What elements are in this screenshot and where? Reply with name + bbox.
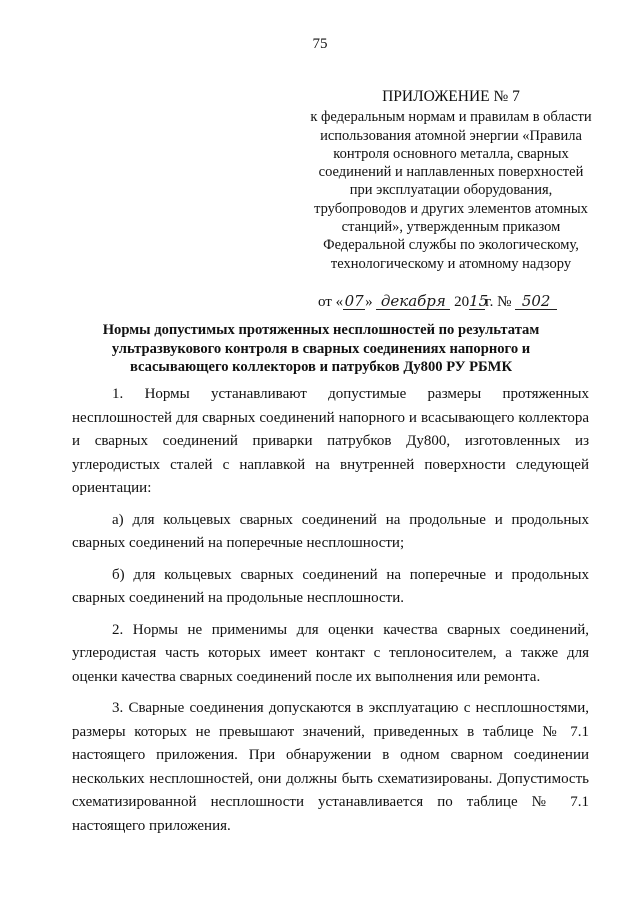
approval-quote-close: » (365, 294, 373, 310)
paragraph: 2. Нормы не применимы для оценки качества сварных соединений, углеродистая часть которых имеет контакт с теплоносителем, а также для оценки качества сварных соединений после их выполнения или ремонта. (72, 621, 589, 685)
paragraph: а) для кольцевых сварных соединений на продольные и продольных сварных соединений на поперечные несплошности; (72, 511, 589, 551)
approval-from-label: от « (318, 294, 344, 310)
appendix-header (310, 88, 592, 273)
appendix-title: ПРИЛОЖЕНИЕ № 7 (382, 88, 520, 105)
section-heading: Нормы допустимых протяженных несплошностей по результатам ультразвукового контроля в сварных соединениях напорного и всасывающего коллекторов и патрубков Ду800 РУ РБМК (102, 322, 540, 376)
body-text (72, 383, 589, 838)
paragraph: б) для кольцевых сварных соединений на поперечные и продольных сварных соединений на продольные несплошности. (72, 566, 589, 606)
approval-line (318, 293, 598, 311)
paragraph: 3. Сварные соединения допускаются в эксплуатацию с несплошностями, размеры которых не превышают значений, приведенных в таблице № 7.1 настоящего приложения. При обнаружении в одном сварном соединении нескольких несплошностей, они должны быть схематизированы. Допустимость схематизированной несплошности устанавливается по таблице № 7.1 настоящего приложения. (72, 700, 589, 834)
approval-month: декабря (376, 293, 450, 310)
approval-year-prefix: 20 (454, 294, 470, 310)
paragraph: 1. Нормы устанавливают допустимые размеры протяженных несплошностей для сварных соединений напорного и всасывающего коллектора и сварных соединений приварки патрубков Ду800, изготовленных из углеродистых сталей с наплавкой на внутренней поверхности следующей ориентации: (72, 386, 589, 496)
page-number: 75 (312, 36, 328, 52)
approval-year-suffix: 15 (469, 292, 489, 310)
appendix-text: к федеральным нормам и правилам в области использования атомной энергии «Правила контроля основного металла, сварных соединений и наплавленных поверхностей при эксплуатации оборудования, трубопроводов и других элементов атомных станций», утвержденным приказом Федеральной службы по экологическому, технологическому и атомному надзору (310, 109, 592, 272)
approval-number: 502 (515, 293, 557, 310)
approval-day: 07 (344, 292, 364, 310)
approval-year-label: г. № (485, 294, 512, 310)
